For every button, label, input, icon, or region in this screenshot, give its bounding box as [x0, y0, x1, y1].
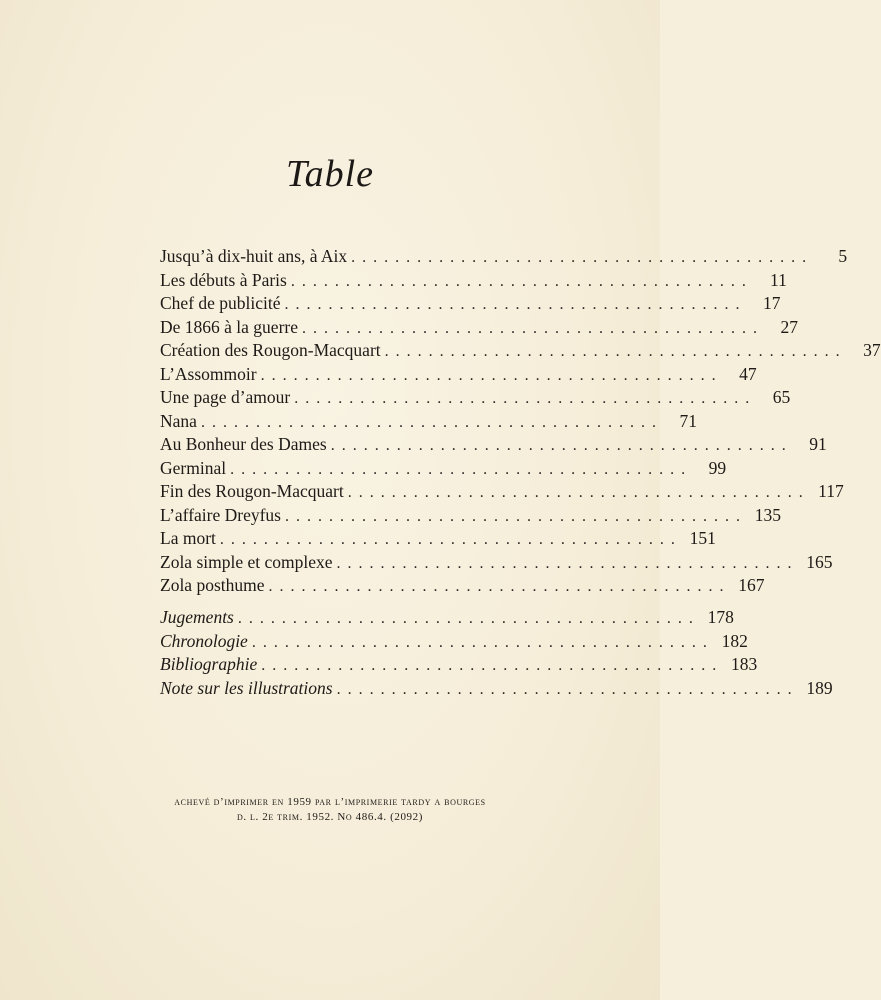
toc-entry-label: Zola simple et complexe [160, 551, 333, 572]
toc-row [160, 654, 758, 678]
dot-leader: .......................................... [260, 366, 723, 384]
colophon-line: achevé d’imprimer en 1959 par l’imprimerie tardy a bourges [174, 796, 486, 808]
toc-entry-page: 5 [838, 246, 848, 266]
toc-entry-page: 91 [809, 434, 827, 454]
toc-entry-label: L’affaire Dreyfus [160, 504, 281, 525]
toc-entry-page: 47 [739, 363, 757, 384]
toc-entry-page: 151 [689, 528, 716, 548]
toc-entry-label: Chef de publicité [160, 293, 281, 313]
toc-entry-page: 65 [772, 387, 791, 407]
dot-leader: .......................................... [302, 319, 764, 337]
toc-entry-page: 183 [730, 654, 758, 674]
chapter-list [160, 246, 881, 599]
toc-row [160, 528, 716, 552]
toc-entry-label: De 1866 à la guerre [160, 316, 298, 337]
toc-entry-label: Bibliographie [160, 654, 258, 674]
dot-leader: .......................................... [336, 680, 799, 698]
dot-leader: .......................................... [219, 531, 682, 548]
toc-entry-label: Jusqu’à dix-huit ans, à Aix [160, 246, 348, 266]
dot-leader: .......................................... [237, 610, 700, 627]
toc-entry-page: 37 [863, 340, 881, 360]
toc-entry-label: Création des Rougon-Macquart [160, 340, 381, 360]
toc-entry-page: 17 [763, 293, 781, 313]
dot-leader: .......................................... [285, 507, 747, 525]
toc-entry-label: Nana [160, 410, 197, 431]
toc-entry-label: L’Assommoir [160, 363, 257, 384]
dot-leader: .......................................... [290, 272, 753, 290]
toc-row [160, 316, 798, 341]
dot-leader: .......................................... [347, 484, 810, 501]
toc-row [160, 551, 833, 576]
toc-entry-label: Note sur les illustrations [160, 677, 333, 698]
toc-row [160, 363, 757, 388]
toc-row [160, 677, 833, 702]
toc-entry-page: 99 [708, 457, 727, 478]
toc-entry-page: 71 [679, 410, 697, 431]
dot-leader: .......................................... [268, 578, 731, 595]
dot-leader: .......................................... [200, 413, 663, 431]
toc-entry-page: 189 [806, 677, 833, 698]
toc-entry-page: 27 [780, 316, 798, 337]
dot-leader: .......................................... [251, 633, 714, 651]
dot-leader: .......................................... [294, 390, 757, 407]
dot-leader: .......................................... [330, 437, 793, 454]
colophon-line: d. l. 2e trim. 1952. No 486.4. (2092) [236, 811, 424, 823]
dot-leader: .......................................... [384, 343, 847, 360]
toc-row [160, 293, 781, 317]
dot-leader: .......................................... [336, 554, 799, 572]
toc-entry-label: Chronologie [160, 630, 248, 651]
dot-leader: .......................................... [261, 657, 724, 674]
toc-entry-label: La mort [160, 528, 216, 548]
toc-row [160, 575, 765, 599]
toc-entry-label: Les débuts à Paris [160, 269, 287, 290]
toc-entry-label: Zola posthume [160, 575, 265, 595]
toc-entry-label: Jugements [160, 607, 234, 627]
toc-entry-label: Fin des Rougon-Macquart [160, 481, 344, 501]
page-title: Table [285, 153, 375, 195]
toc-entry-page: 178 [707, 607, 734, 627]
toc-row [160, 246, 848, 270]
toc-row [160, 481, 844, 505]
toc-row [160, 504, 781, 529]
printer-colophon [0, 795, 660, 825]
toc-row [160, 340, 881, 364]
toc-row [160, 269, 787, 294]
toc-entry-page: 167 [738, 575, 765, 595]
dot-leader: .......................................... [284, 296, 747, 313]
toc-entry-label: Au Bonheur des Dames [160, 434, 327, 454]
toc-entry-page: 11 [770, 269, 787, 290]
dot-leader: .......................................... [230, 460, 693, 478]
toc-row [160, 607, 734, 631]
toc-entry-page: 182 [721, 630, 748, 651]
toc-row [160, 457, 727, 482]
toc-row [160, 630, 748, 655]
toc-row [160, 387, 791, 411]
toc-entry-page: 165 [806, 551, 833, 572]
toc-entry-label: Germinal [160, 457, 227, 478]
appendix-list [160, 607, 833, 701]
toc-row [160, 434, 827, 458]
toc-entry-page: 117 [818, 481, 844, 501]
toc-row [160, 410, 697, 435]
toc-entry-label: Une page d’amour [160, 387, 291, 407]
dot-leader: .......................................... [351, 249, 814, 266]
toc-entry-page: 135 [754, 504, 781, 525]
